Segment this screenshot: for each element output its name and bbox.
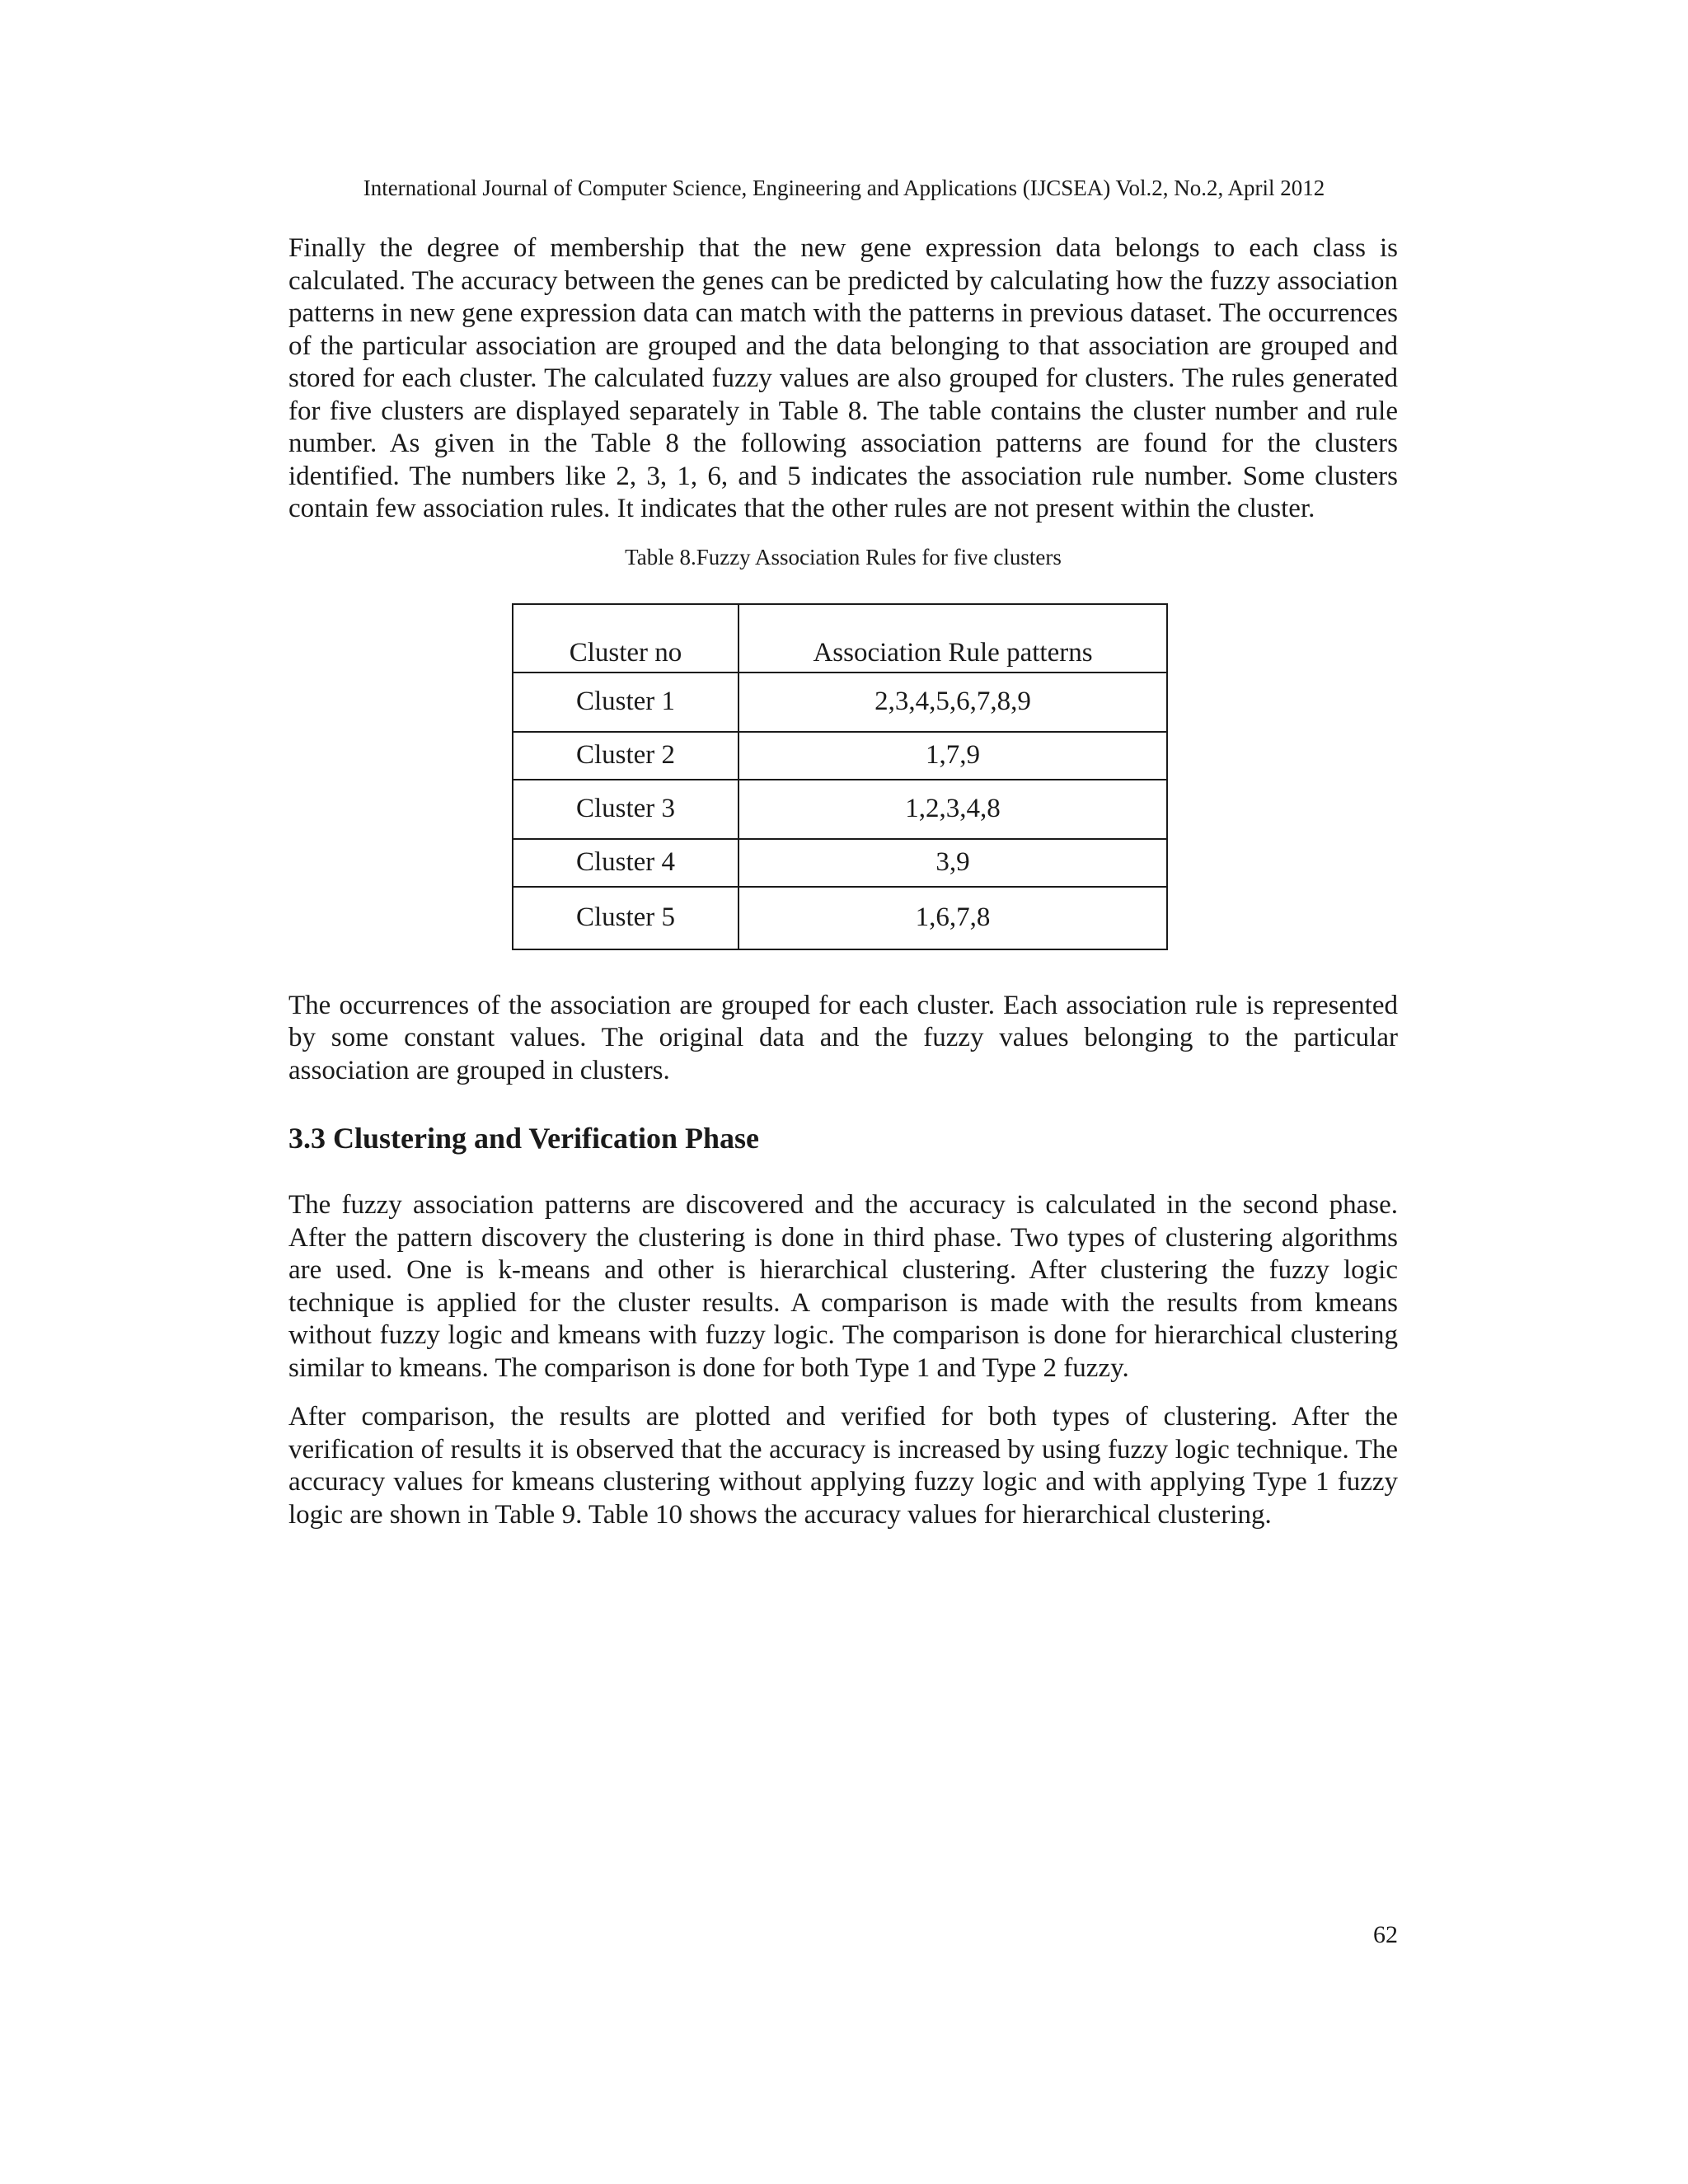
- page-content: [288, 232, 1398, 1531]
- table-row: [513, 673, 1167, 732]
- header-rule-patterns: Association Rule patterns: [738, 604, 1167, 673]
- cell-patterns: 2,3,4,5,6,7,8,9: [738, 673, 1167, 732]
- table-row: [513, 780, 1167, 839]
- cell-cluster: Cluster 4: [513, 839, 738, 887]
- section-heading: 3.3 Clustering and Verification Phase: [288, 1122, 760, 1155]
- header-cluster-no: Cluster no: [513, 604, 738, 673]
- paragraph-occurrences: The occurrences of the association are grouped for each cluster. Each association rule is represented by some constant values. The original data and the fuzzy values belonging to the particular association are grouped in clusters.: [288, 990, 1398, 1085]
- table-row: [513, 839, 1167, 887]
- page-number: 62: [1373, 1921, 1398, 1948]
- cell-cluster: Cluster 2: [513, 732, 738, 780]
- cell-patterns: 1,7,9: [738, 732, 1167, 780]
- cell-patterns: 1,2,3,4,8: [738, 780, 1167, 839]
- table-row: [513, 887, 1167, 949]
- cell-patterns: 3,9: [738, 839, 1167, 887]
- table-row: [513, 732, 1167, 780]
- paragraph-verification: After comparison, the results are plotted and verified for both types of clustering. After the verification of results it is observed that the accuracy is increased by using fuzzy logic technique. The accuracy values for kmeans clustering without applying fuzzy logic and with applying Type 1 fuzzy logic are shown in Table 9. Table 10 shows the accuracy values for hierarchical clustering.: [288, 1402, 1398, 1530]
- table-caption: Table 8.Fuzzy Association Rules for five clusters: [625, 544, 1062, 569]
- paragraph-membership: Finally the degree of membership that the new gene expression data belongs to each class is calculated. The accuracy between the genes can be predicted by calculating how the fuzzy association patterns in new gene expression data can match with the patterns in previous dataset. The occurrences of the particular association are grouped and the data belonging to that association are grouped and stored for each cluster. The calculated fuzzy values are also grouped for clusters. The rules generated for five clusters are displayed separately in Table 8. The table contains the cluster number and rule number. As given in the Table 8 the following association patterns are found for the clusters identified. The numbers like 2, 3, 1, 6, and 5 indicates the association rule number. Some clusters contain few association rules. It indicates that the other rules are not present within the cluster.: [288, 233, 1398, 523]
- paragraph-clustering: The fuzzy association patterns are discovered and the accuracy is calculated in the second phase. After the pattern discovery the clustering is done in third phase. Two types of clustering algorithms are used. One is k-means and other is hierarchical clustering. After clustering the fuzzy logic technique is applied for the cluster results. A comparison is made with the results from kmeans without fuzzy logic and kmeans with fuzzy logic. The comparison is done for hierarchical clustering similar to kmeans. The comparison is done for both Type 1 and Type 2 fuzzy.: [288, 1190, 1398, 1383]
- association-rules-table: [512, 603, 1168, 950]
- running-header: International Journal of Computer Science, Engineering and Applications (IJCSEA) Vol.2, No.2, April 2012: [363, 176, 1325, 200]
- cell-cluster: Cluster 1: [513, 673, 738, 732]
- cell-cluster: Cluster 5: [513, 887, 738, 949]
- table-header-row: [513, 604, 1167, 673]
- cell-patterns: 1,6,7,8: [738, 887, 1167, 949]
- cell-cluster: Cluster 3: [513, 780, 738, 839]
